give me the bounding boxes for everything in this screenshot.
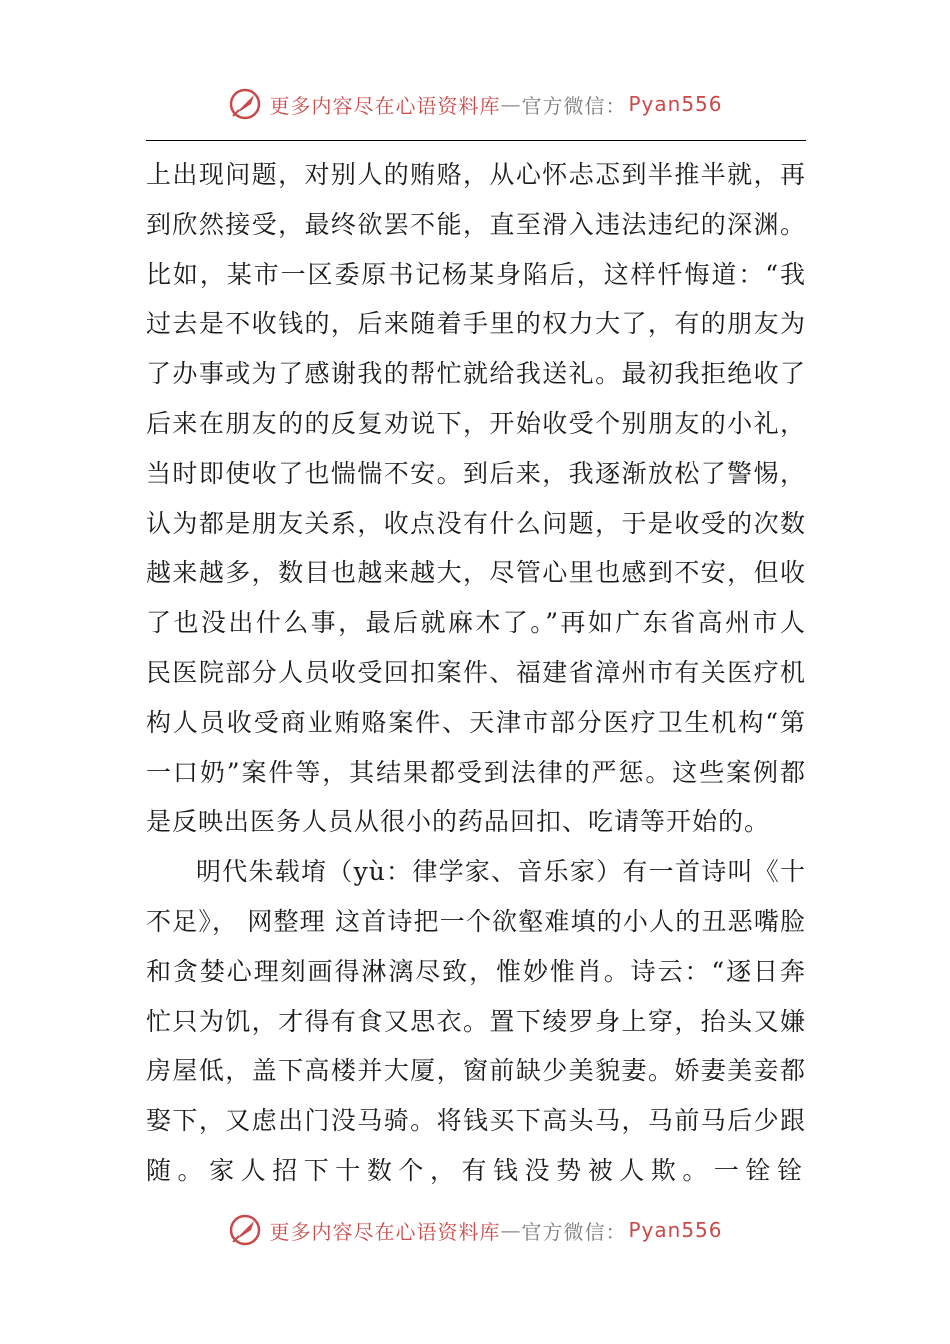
text-line: 越来越多，数目也越来越大，尽管心里也感到不安，但收 [146,558,806,588]
header-wechat-label: 官方微信： [521,93,627,118]
footer-wechat-label: 官方微信： [521,1219,627,1244]
text-line: 了办事或为了感谢我的帮忙就给我送礼。最初我拒绝收了 [146,359,806,389]
header-site-text: 更多内容尽在心语资料库 [269,93,501,118]
footer-site-text: 更多内容尽在心语资料库 [269,1219,501,1244]
header-watermark [0,82,950,126]
text-line: 不足》， 网整理 这首诗把一个欲壑难填的小人的丑恶嘴脸 [146,906,806,936]
header-divider [146,140,806,141]
text-line: 娶下，又虑出门没马骑。将钱买下高头马，马前马后少跟 [146,1106,806,1136]
text-line: 构人员收受商业贿赂案件、天津市部分医疗卫生机构“第 [146,707,806,737]
text-line: 比如，某市一区委原书记杨某身陷后，这样忏悔道：“我 [146,259,806,289]
text-line: 后来在朋友的的反复劝说下，开始收受个别朋友的小礼， [146,408,806,438]
footer-dash: — [500,1218,522,1242]
text-line: 一口奶”案件等，其结果都受到法律的严惩。这些案例都 [146,757,806,787]
text-line: 和贪婪心理刻画得淋漓尽致，惟妙惟肖。诗云：“逐日奔 [146,956,806,986]
text-line: 认为都是朋友关系，收点没有什么问题，于是收受的次数 [146,508,806,538]
footer-wechat-id: Pyan556 [628,1218,723,1242]
text-line: 上出现问题，对别人的贿赂，从心怀忐忑到半推半就，再 [146,160,806,189]
text-line: 忙只为饥，才得有食又思衣。置下绫罗身上穿，抬头又嫌 [146,1006,806,1036]
quill-logo-icon [227,1212,263,1248]
text-line: 是反映出医务人员从很小的药品回扣、吃请等开始的。 [146,807,771,837]
document-body [146,150,806,1196]
text-line: 过去是不收钱的，后来随着手里的权力大了，有的朋友为 [146,309,806,339]
text-line: 房屋低，盖下高楼并大厦，窗前缺少美貌妻。娇妻美妾都 [146,1056,806,1086]
text-line: 到欣然接受，最终欲罢不能，直至滑入违法违纪的深渊。 [146,209,806,239]
header-wechat-id: Pyan556 [628,92,723,116]
text-line: 民医院部分人员收受回扣案件、福建省漳州市有关医疗机 [146,657,806,687]
text-line: 随。家人招下十数个，有钱没势被人欺。一铨铨 [146,1155,806,1185]
footer-watermark [0,1208,950,1252]
text-line: 了也没出什么事，最后就麻木了。”再如广东省高州市人 [146,608,806,638]
header-dash: — [500,92,522,116]
quill-logo-icon [227,86,263,122]
text-line: 明代朱载堉（yù：律学家、音乐家）有一首诗叫《十 [196,857,806,887]
text-line: 当时即使收了也惴惴不安。到后来，我逐渐放松了警惕， [146,458,806,488]
